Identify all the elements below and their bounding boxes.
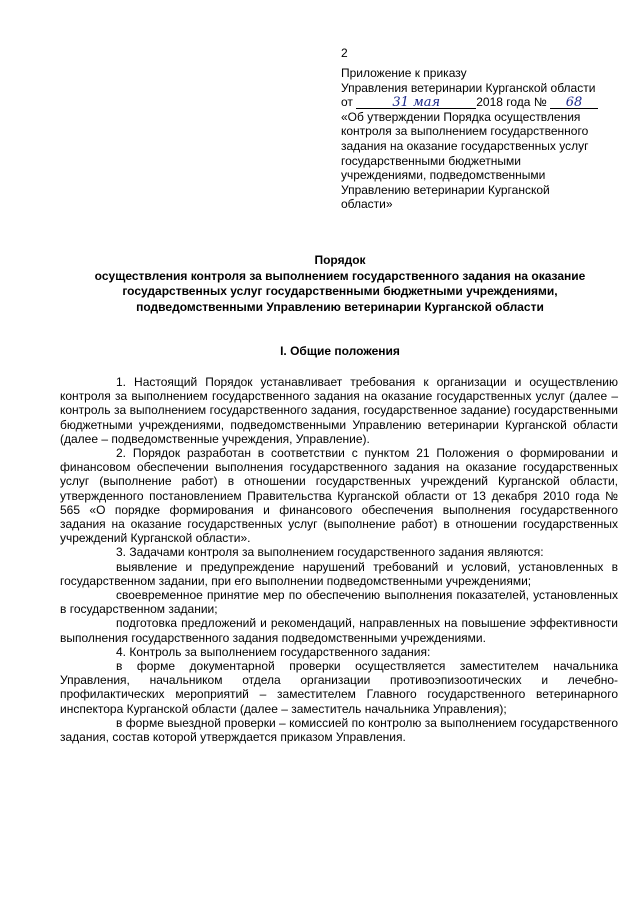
page-number: 2: [341, 46, 348, 60]
paragraph: 2. Порядок разработан в соответствии с пунктом 21 Положения о формировании и финансовом обеспечении выполнения государственного задания на оказание государственных услуг (выполнение работ) в отношении государственных учреждений Курганской области, утвержденного постановлением Правительства Курганской области от 13 декабря 2010 года № 565 «О порядке формирования и финансового обеспечения выполнения государственного задания на оказание государственных услуг (выполнение работ) в отношении государственных учреждений Курганской области».: [60, 446, 618, 546]
header-about-line: Управлению ветеринарии Курганской: [341, 182, 550, 197]
header-line-2: Управления ветеринарии Курганской области: [341, 80, 596, 95]
paragraph: 3. Задачами контроля за выполнением государственного задания являются:: [116, 545, 544, 560]
header-line-1: Приложение к приказу: [341, 66, 467, 80]
appendix-header: [341, 66, 631, 212]
section-heading: I. Общие положения: [280, 344, 400, 358]
date-prefix: от: [341, 95, 353, 110]
header-about-line: контроля за выполнением государственного: [341, 124, 589, 139]
handwritten-order-number: 68: [550, 97, 598, 109]
paragraph: в форме выездной проверки – комиссией по контролю за выполнением государственного задания, состав которой утверждается приказом Управления.: [60, 715, 618, 745]
header-about-line: задания на оказание государственных услуг: [341, 138, 589, 153]
title-line: подведомственными Управлению ветеринарии Курганской области: [136, 299, 544, 314]
header-about-line: области»: [341, 197, 393, 212]
title-line: Порядок: [314, 253, 366, 267]
paragraph: в форме документарной проверки осуществляется заместителем начальника Управления, начальником отдела организации противоэпизоотических и лечебно-профилактических мероприятий – заместителем Главного государственного ветеринарного инспектора Курганской области (далее – заместитель начальника Управления);: [60, 659, 618, 716]
header-about-line: государственными бюджетными: [341, 153, 521, 168]
header-about-line: «Об утверждении Порядка осуществления: [341, 109, 581, 124]
paragraph: подготовка предложений и рекомендаций, направленных на повышение эффективности выполнения государственного задания подведомственными учреждениями.: [60, 616, 618, 645]
document-body: [60, 375, 618, 744]
header-date-line: [341, 95, 631, 110]
document-title: [60, 253, 620, 315]
paragraph: выявление и предупреждение нарушений требований и условий, установленных в государственном задании, при его выполнении подведомственными учреждениями;: [60, 559, 618, 588]
handwritten-date: 31 мая: [356, 97, 476, 109]
paragraph: 4. Контроль за выполнением государственного задания:: [116, 644, 431, 659]
title-line: государственных услуг государственными бюджетными учреждениями,: [122, 284, 558, 298]
paragraph: своевременное принятие мер по обеспечению выполнения показателей, установленных в государственном задании;: [60, 588, 618, 617]
header-about-line: учреждениями, подведомственными: [341, 168, 546, 183]
date-year: 2018 года №: [476, 95, 547, 110]
paragraph: 1. Настоящий Порядок устанавливает требования к организации и осуществлению контроля за выполнением государственного задания на оказание государственных услуг (далее – контроль за выполнением государственного задания, государственное задание) государственными бюджетными учреждениями, подведомственными Управлению ветеринарии Курганской области (далее – подведомственные учреждения, Управление).: [60, 375, 618, 446]
title-line: осуществления контроля за выполнением государственного задания на оказание: [94, 268, 586, 283]
